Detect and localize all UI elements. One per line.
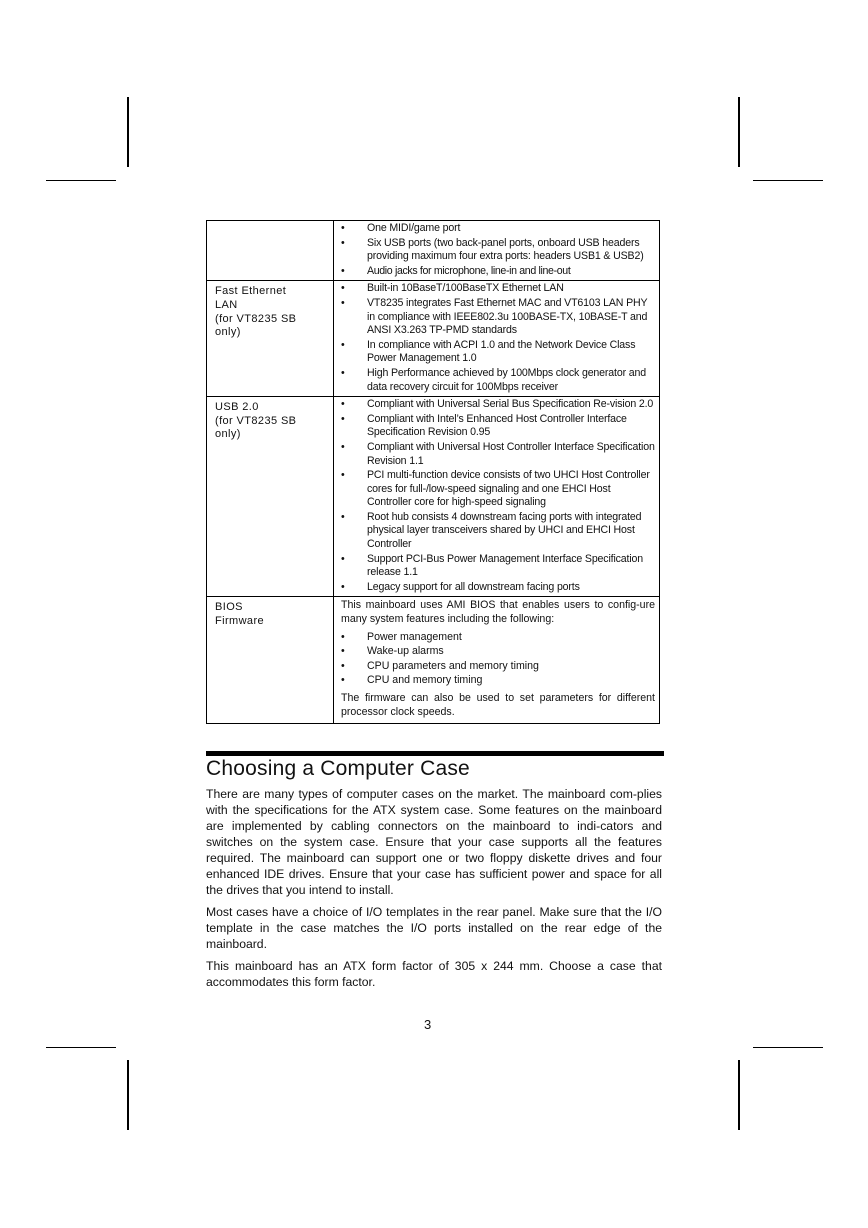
list-item: • PCI multi-function device consists of two UHCI Host Controller cores for full-/low-speed signaling and one EHCI Host Controller core for high-speed signaling xyxy=(341,469,655,510)
description-cell xyxy=(334,221,660,281)
bullet-list xyxy=(341,282,655,394)
list-item: • Support PCI-Bus Power Management Interface Specification release 1.1 xyxy=(341,553,655,580)
list-item: • Six USB ports (two back-panel ports, onboard USB headers providing maximum four extra ports: headers USB1 & USB2) xyxy=(341,237,655,264)
feature-label-line: only) xyxy=(215,428,241,441)
crop-mark-bottom-right-vertical xyxy=(738,1060,740,1130)
spec-row-fast-ethernet xyxy=(207,281,660,397)
description-cell xyxy=(334,397,660,597)
feature-label-line: USB 2.0 xyxy=(215,401,259,414)
page-number: 3 xyxy=(424,1017,432,1032)
body-paragraph: There are many types of computer cases on the market. The mainboard com-plies with the specifications for the ATX system case. Some features on the mainboard are implemented by cabling connectors on the mainboard to indi-cators and switches on the system case. Ensure that your case supports all the features required. The mainboard can support one or two floppy diskette drives and four enhanced IDE drives. Ensure that your case has sufficient power and space for all the drives that you intend to install. xyxy=(206,787,662,897)
description-cell xyxy=(334,597,660,724)
feature-cell xyxy=(207,597,334,724)
feature-label-line: BIOS xyxy=(215,601,243,614)
spec-row-bios xyxy=(207,597,660,724)
list-item: • Compliant with Universal Serial Bus Specification Re-vision 2.0 xyxy=(341,398,655,412)
list-item: • In compliance with ACPI 1.0 and the Network Device Class Power Management 1.0 xyxy=(341,339,655,366)
list-item: • Audio jacks for microphone, line-in and line-out xyxy=(341,265,655,279)
list-item: • VT8235 integrates Fast Ethernet MAC and VT6103 LAN PHY in compliance with IEEE802.3u 100BASE-TX, 10BASE-T and ANSI X3.263 TP-PMD standards xyxy=(341,297,655,338)
section-body xyxy=(206,786,662,996)
list-item: • Legacy support for all downstream facing ports xyxy=(341,581,655,595)
list-item: • CPU parameters and memory timing xyxy=(341,660,655,674)
list-item: • Root hub consists 4 downstream facing ports with integrated physical layer transceivers shared by UHCI and EHCI Host Controller xyxy=(341,511,655,552)
list-item: • Wake-up alarms xyxy=(341,645,655,659)
spec-row-usb xyxy=(207,397,660,597)
feature-label-line: LAN xyxy=(215,298,238,311)
crop-mark-top-left-vertical xyxy=(127,97,129,167)
section-rule xyxy=(206,751,664,756)
crop-mark-bottom-left-horizontal xyxy=(46,1047,116,1048)
list-item: • High Performance achieved by 100Mbps clock generator and data recovery circuit for 100Mbps receiver xyxy=(341,367,655,394)
list-item: • Compliant with Universal Host Controller Interface Specification Revision 1.1 xyxy=(341,441,655,468)
spec-row-io-ports xyxy=(207,221,660,281)
crop-mark-bottom-right-horizontal xyxy=(753,1047,823,1048)
bullet-list xyxy=(341,222,655,278)
crop-mark-top-right-vertical xyxy=(738,97,740,167)
description-cell xyxy=(334,281,660,397)
section-heading: Choosing a Computer Case xyxy=(206,757,470,780)
list-item: • One MIDI/game port xyxy=(341,222,655,236)
crop-mark-top-left-horizontal xyxy=(46,180,116,181)
bullet-list xyxy=(341,398,655,594)
bios-outro-text: The firmware can also be used to set parameters for different processor clock speeds. xyxy=(341,692,655,718)
list-item: • Compliant with Intel’s Enhanced Host Controller Interface Specification Revision 0.95 xyxy=(341,413,655,440)
bullet-list xyxy=(341,631,655,688)
feature-label-line: Firmware xyxy=(215,615,265,628)
feature-cell xyxy=(207,221,334,281)
feature-label-line: only) xyxy=(215,326,241,339)
list-item: • Power management xyxy=(341,631,655,645)
crop-mark-top-right-horizontal xyxy=(753,180,823,181)
list-item: • CPU and memory timing xyxy=(341,674,655,688)
feature-label-line: (for VT8235 SB xyxy=(215,312,297,325)
feature-label-line: Fast Ethernet xyxy=(215,285,287,298)
list-item: • Built-in 10BaseT/100BaseTX Ethernet LAN xyxy=(341,282,655,296)
spec-table xyxy=(206,220,660,724)
feature-cell xyxy=(207,397,334,597)
bios-intro-text: This mainboard uses AMI BIOS that enables users to config-ure many system features including the following: xyxy=(341,599,655,626)
body-paragraph: This mainboard has an ATX form factor of 305 x 244 mm. Choose a case that accommodates this form factor. xyxy=(206,959,662,989)
crop-mark-bottom-left-vertical xyxy=(127,1060,129,1130)
feature-cell xyxy=(207,281,334,397)
body-paragraph: Most cases have a choice of I/O templates in the rear panel. Make sure that the I/O template in the case matches the I/O ports installed on the rear edge of the mainboard. xyxy=(206,905,662,951)
feature-label-line: (for VT8235 SB xyxy=(215,414,297,427)
